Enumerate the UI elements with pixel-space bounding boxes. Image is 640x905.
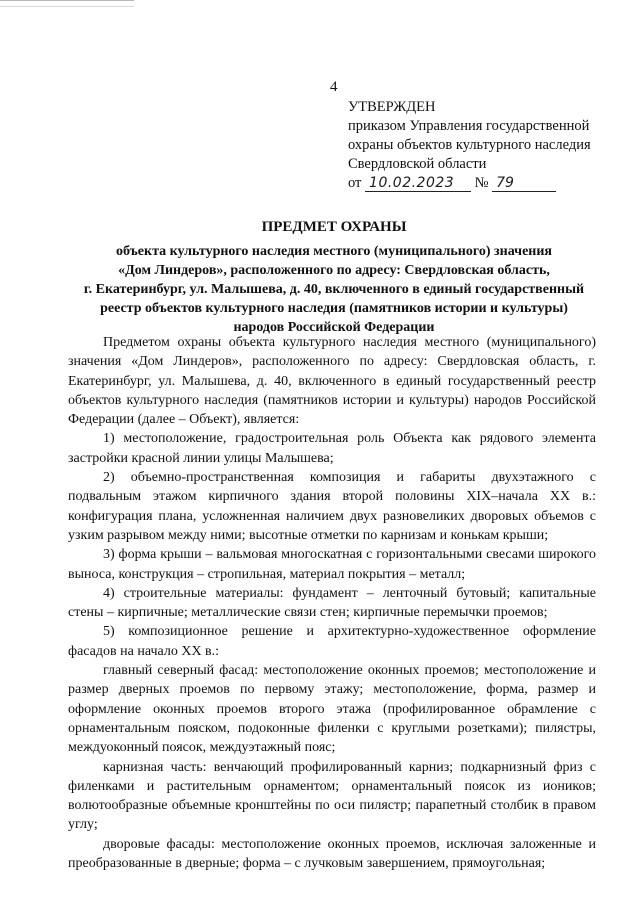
handwritten-order-number: 79 [492, 175, 556, 192]
item-2-paragraph: 2) объемно-пространственная композиция и габариты двухэтажного с подвальным этажом кирпичного здания второй половины XIX–начала XX в.: конфигурация плана, усложненная наличием двух разновеликих дворовых объемов с узким разрывом между ними; высотные отметки по карнизам и конькам крыши; [68, 470, 596, 543]
subtitle-line: «Дом Линдеров», расположенного по адресу: Свердловская область, [118, 263, 550, 278]
handwritten-date: 10.02.2023 [365, 175, 471, 192]
north-facade-paragraph: главный северный фасад: местоположение оконных проемов; местоположение и размер дверных проемов по первому этажу; местоположение, форма, размер и оформление оконных проемов второго этажа (профилированное обрамление с орнаментальным пояском, подоконные филенки с круглыми розетками); пилястры, междуоконный поясок, междуэтажный пояс; [68, 663, 596, 756]
approval-date-line [348, 174, 618, 193]
approval-line-1: приказом Управления государственной [348, 118, 590, 134]
date-prefix: от [348, 175, 362, 191]
item-1-paragraph: 1) местоположение, градостроительная роль Объекта как рядового элемента застройки красной линии улицы Малышева; [68, 431, 596, 466]
page-number: 4 [330, 79, 338, 95]
document-title-block [60, 218, 608, 337]
approval-heading: УТВЕРЖДЕН [348, 99, 436, 115]
number-prefix: № [474, 175, 489, 191]
subtitle-line: г. Екатеринбург, ул. Малышева, д. 40, включенного в единый государственный [83, 282, 585, 297]
item-5-paragraph: 5) композиционное решение и архитектурно-художественное оформление фасадов на начало XX в.: [68, 624, 596, 659]
approval-line-2: охраны объектов культурного наследия [348, 137, 591, 153]
subtitle-line: объекта культурного наследия местного (муниципального) значения [115, 244, 552, 259]
document-subtitle [60, 242, 608, 337]
item-3-paragraph: 3) форма крыши – вальмовая многоскатная с горизонтальными свесами широкого выноса, конструкция – стропильная, материал покрытия – металл; [68, 547, 596, 582]
document-title: ПРЕДМЕТ ОХРАНЫ [261, 219, 407, 235]
cornice-paragraph: карнизная часть: венчающий профилированный карниз; подкарнизный фриз с филенками и растительным орнаментом; орнаментальный поясок из иоников; волютообразные объемные кронштейны по оси пилястр; парапетный столбик в правом углу; [68, 759, 596, 833]
scan-corner-mark [0, 0, 134, 7]
subtitle-line: реестр объектов культурного наследия (памятников истории и культуры) [100, 301, 568, 316]
item-4-paragraph: 4) строительные материалы: фундамент – ленточный бутовый; капитальные стены – кирпичные; металлические связи стен; кирпичные перемычки проемов; [68, 585, 596, 621]
courtyard-facades-paragraph: дворовые фасады: местоположение оконных проемов, исключая заложенные и преобразованные в дверные; форма – с лучковым завершением, прямоугольная; [68, 836, 596, 872]
document-body [68, 333, 596, 873]
approval-line-3: Свердловской области [348, 156, 487, 172]
intro-paragraph: Предметом охраны объекта культурного наследия местного (муниципального) значения «Дом Линдеров», расположенного по адресу: Свердловская область, г. Екатеринбург, ул. Малышева, д. 40, включенного в единый государственный реестр объектов культурного наследия (памятников истории и культуры) народов Российской Федерации (далее – Объект), является: [68, 335, 596, 428]
approval-stamp-block [348, 98, 618, 193]
subtitle-line: народов Российской Федерации [233, 320, 435, 335]
